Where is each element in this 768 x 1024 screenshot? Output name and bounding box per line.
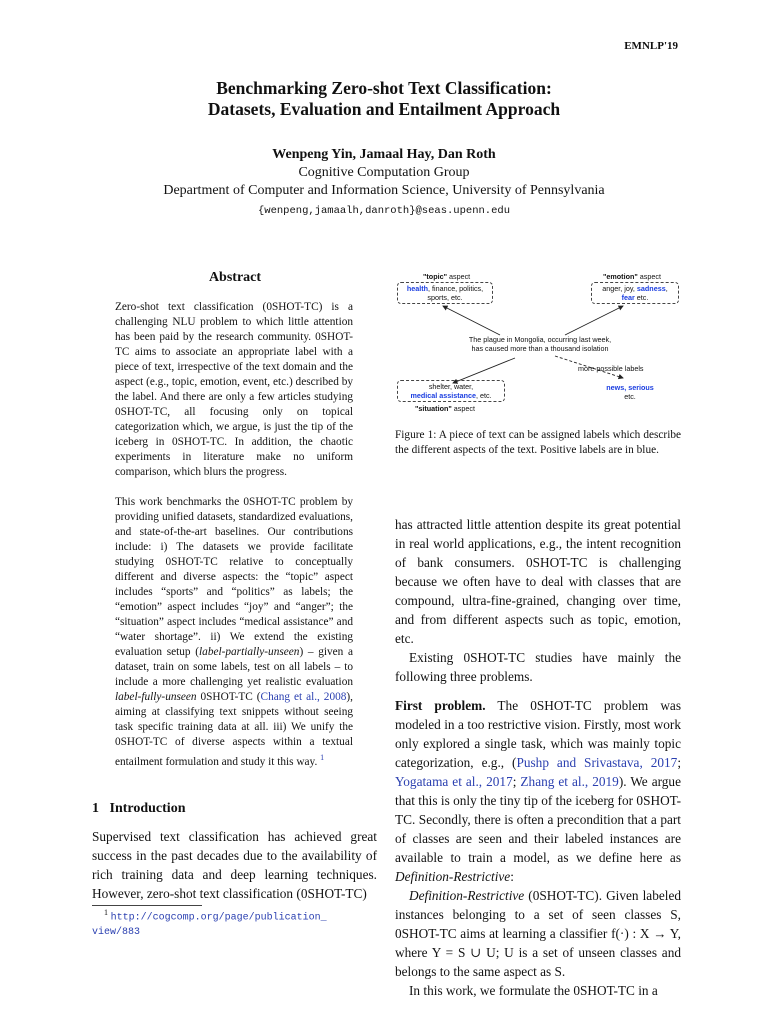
- news-labels: [600, 383, 660, 401]
- situation-aspect-label: [415, 404, 475, 413]
- definition-term: Definition-Restrictive: [395, 869, 511, 884]
- first-problem-heading: First problem.: [395, 698, 486, 713]
- center-text-line-2: has caused more than a thousand isolation: [471, 344, 609, 353]
- topic-aspect-label: [423, 272, 470, 281]
- figure-caption: Figure 1: A piece of text can be assigned labels which describe the different aspects of the text. Positive labels are in blue.: [395, 429, 681, 456]
- venue-label: EMNLP'19: [624, 40, 678, 52]
- topic-positive-label: health: [406, 284, 429, 293]
- section-number: 1: [92, 801, 99, 816]
- emotion-aspect-quote: "emotion": [603, 272, 638, 281]
- paper-title: [0, 78, 768, 120]
- abstract-heading: Abstract: [208, 270, 262, 285]
- news-separator: ,: [624, 383, 629, 392]
- situation-aspect-word: aspect: [453, 404, 475, 413]
- footnote-url-line-1[interactable]: http://cogcomp.org/page/publication_: [110, 912, 327, 924]
- emotion-aspect-label: [603, 272, 661, 281]
- situation-etc: , etc.: [475, 391, 492, 400]
- colon: :: [510, 869, 514, 884]
- author-names: Wenpeng Yin, Jamaal Hay, Dan Roth: [272, 147, 496, 162]
- citation-link[interactable]: Chang et al., 2008: [260, 691, 347, 703]
- footnote-url-line-2[interactable]: view/883: [92, 926, 141, 938]
- abstract-paragraph-1: Zero-shot text classification (0SHOT-TC) is a challenging NLU problem to which little attention has been paid by the research community. 0SHOT-TC aims to associate an appropriate label with a piece of text, irrespective of the text domain and the aspect (e.g., topic, emotion, event, etc.) described by the label. And there are only a few articles studying 0SHOT-TC, all focusing only on topical categorization which, we argue, is just the tip of the iceberg in 0SHOT-TC. In addition, the chaotic experiments in literature make no uniform comparison, which blurs the progress.: [115, 301, 353, 478]
- situation-labels: shelter, water,: [428, 382, 474, 391]
- emotion-comma: ,: [665, 284, 668, 293]
- topic-aspect-word: aspect: [448, 272, 471, 281]
- news-positive-label-1: news: [606, 383, 625, 392]
- definition-term: Definition-Restrictive: [409, 888, 525, 903]
- citation-separator: ;: [512, 774, 521, 789]
- right-paragraph-1: has attracted little attention despite its great potential in real world applications, e.g., the intent recognition of bank consumers. 0SHOT-TC is challenging because we often have to deal with classes that are compound, ultra-fine-grained, changing over time, and from different aspects such as topic, emotion, etc.: [395, 517, 681, 646]
- first-problem-text: ). We argue that this is only the tiny tip of the iceberg for 0SHOT-TC. Secondly, there is often a precondition that a part of classes are seen and their labeled instances are available to train a model, as we define here as: [395, 774, 681, 865]
- footnote-marker[interactable]: 1: [320, 753, 325, 762]
- definition-paragraph: [395, 886, 681, 981]
- abstract-text: ), aiming at classifying text snippets without seeing task specific training data at all. iii) We unify the 0SHOT-TC of diverse aspects within a textual entailment formulation and study it this way.: [115, 691, 353, 768]
- footnote-number: 1: [104, 908, 108, 917]
- abstract-emphasis: label-partially-unseen: [199, 646, 300, 658]
- intro-paragraph: Supervised text classification has achieved great success in the past decades due to the availability of rich training data and deep learning techniques. However, zero-shot text classification (0SHOT-TC): [92, 829, 377, 901]
- citation-link[interactable]: Zhang et al., 2019: [520, 774, 619, 789]
- abstract-text: ) – given a dataset, train on some labels, test on all labels – to include a more challenging yet realistic evaluation: [115, 646, 354, 688]
- abstract-text: 0SHOT-TC (: [196, 691, 261, 703]
- emotion-etc: etc.: [634, 293, 649, 302]
- right-column-text: [395, 515, 681, 1000]
- author-group: Cognitive Computation Group: [298, 165, 470, 180]
- title-line-2: Datasets, Evaluation and Entailment Approach: [207, 99, 561, 119]
- center-text-line-1: The plague in Mongolia, occurring last week,: [468, 335, 612, 344]
- citation-separator: ;: [677, 755, 682, 770]
- more-labels-text: more possible labels: [578, 364, 644, 373]
- situation-positive-label: medical assistance: [410, 391, 476, 400]
- figure-center-text: [455, 335, 625, 353]
- emotion-labels: anger, joy,: [602, 284, 637, 293]
- situation-aspect-quote: "situation": [415, 404, 452, 413]
- citation-link[interactable]: Yogatama et al., 2017: [395, 774, 513, 789]
- topic-labels-2: sports, etc.: [427, 293, 463, 302]
- citation-link[interactable]: Pushp and Srivastava, 2017: [516, 755, 678, 770]
- abstract-text: This work benchmarks the 0SHOT-TC problem by providing unified datasets, standardized evaluations, and state-of-the-art baselines. Our contributions include: i) The datasets we provide facilitate studying 0SHOT-TC relative to conceptually different and diverse aspects: the “topic” aspect includes “sports” and “politics” as labels; the “emotion” aspect includes “joy” and “anger”; the “situation” aspect includes “medical assistance” and “water shortage”. ii) We extend the existing evaluation setup (: [115, 496, 353, 658]
- author-dept: Department of Computer and Information Science, University of Pennsylvania: [163, 183, 605, 198]
- news-positive-label-2: serious: [628, 383, 654, 392]
- abstract-paragraph-2: [115, 495, 353, 770]
- author-block: [0, 146, 768, 220]
- topic-label-box: [397, 282, 493, 304]
- abstract-emphasis: label-fully-unseen: [115, 691, 197, 703]
- news-etc: etc.: [624, 392, 636, 401]
- section-title: Introduction: [109, 801, 186, 816]
- author-email: {wenpeng,jamaalh,danroth}@seas.upenn.edu: [257, 205, 511, 217]
- arrow-to-emotion: [565, 306, 623, 335]
- arrow-to-topic: [443, 306, 500, 335]
- topic-labels: , finance, politics,: [428, 284, 484, 293]
- right-paragraph-last: In this work, we formulate the 0SHOT-TC in a: [409, 983, 658, 998]
- definition-text: (0SHOT-TC). Given labeled instances belonging to a set of seen classes S, 0SHOT-TC aims at learning a classifier f(·) : X → Y, where Y = S ∪ U; U is a set of unseen classes and belongs to the same aspect as S.: [395, 888, 681, 979]
- situation-label-box: [397, 380, 505, 402]
- first-problem-text: The 0SHOT-TC problem was modeled in a too restrictive vision. Firstly, most work only explored a single task, which was mainly topic categorization, e.g., (: [395, 698, 681, 770]
- figure-1: [395, 268, 685, 418]
- footnote: [92, 906, 377, 939]
- emotion-positive-label-1: sadness: [636, 284, 666, 293]
- first-problem-paragraph: [395, 696, 681, 886]
- right-paragraph-2: Existing 0SHOT-TC studies have mainly the following three problems.: [395, 650, 681, 684]
- section-heading-introduction: [92, 801, 185, 817]
- emotion-label-box: [591, 282, 679, 304]
- topic-aspect-quote: "topic": [423, 272, 447, 281]
- emotion-positive-label-2: fear: [621, 293, 635, 302]
- title-line-1: Benchmarking Zero-shot Text Classification:: [216, 78, 552, 98]
- emotion-aspect-word: aspect: [639, 272, 661, 281]
